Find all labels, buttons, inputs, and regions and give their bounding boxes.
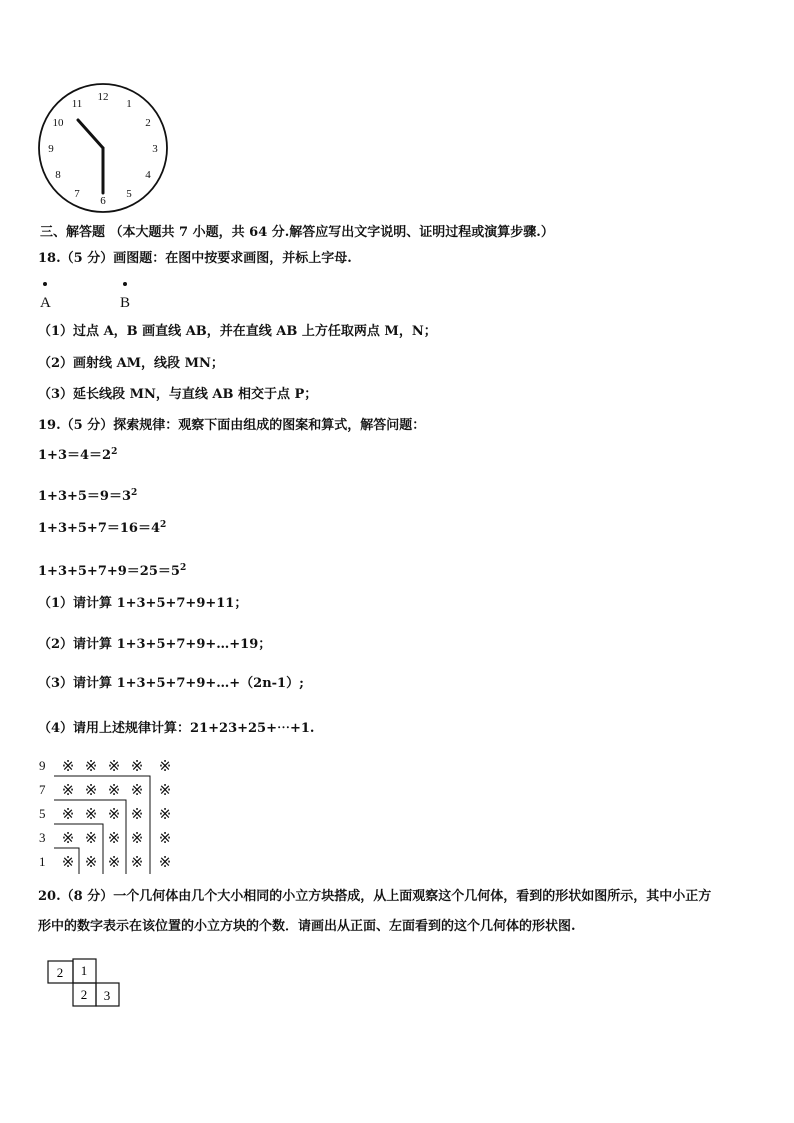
pattern-mark: ※ xyxy=(130,805,144,823)
q20-line-1: 20.（8 分）一个几何体由几个大小相同的小立方块搭成，从上面观察这个几何体，看到的形状如图所示，其中小正方 xyxy=(38,889,712,904)
pattern-mark: ※ xyxy=(107,829,121,847)
q19-equation-1: $1+3=4=2^2$ xyxy=(38,447,118,463)
point-b-dot xyxy=(123,282,127,286)
grid-cell-bottom-left: 2 xyxy=(80,987,88,1002)
q18-item-3: （3）延长线段 MN，与直线 AB 相交于点 P； xyxy=(38,387,318,402)
pattern-mark: ※ xyxy=(158,829,172,847)
q18-item-1: （1）过点 A，B 画直线 AB，并在直线 AB 上方任取两点 M，N； xyxy=(38,324,437,339)
q20-top-view-grid xyxy=(47,958,127,1010)
q19-equation-2: $1+3+5=9=3^2$ xyxy=(38,488,138,504)
pattern-row-label: 7 xyxy=(39,782,46,797)
pattern-row-label: 1 xyxy=(39,854,46,869)
pattern-mark: ※ xyxy=(84,757,98,775)
pattern-mark: ※ xyxy=(84,829,98,847)
q19-equation-4: $1+3+5+7+9=25=5^2$ xyxy=(38,563,187,579)
clock-numeral: 1 xyxy=(126,98,132,110)
point-a-label: A xyxy=(40,295,51,311)
grid-cell-top-right: 1 xyxy=(80,963,88,978)
pattern-mark: ※ xyxy=(107,781,121,799)
pattern-mark: ※ xyxy=(61,853,75,871)
q19-pattern-figure xyxy=(34,756,184,876)
pattern-mark: ※ xyxy=(61,829,75,847)
clock-numeral: 3 xyxy=(152,143,158,155)
clock-numeral: 11 xyxy=(71,98,83,110)
q18-item-2: （2）画射线 AM，线段 MN； xyxy=(38,356,224,371)
pattern-mark: ※ xyxy=(84,805,98,823)
clock-numeral: 8 xyxy=(55,169,61,181)
clock-numeral: 6 xyxy=(100,195,106,207)
q19-item-1: （1）请计算 1+3+5+7+9+11； xyxy=(38,596,248,611)
pattern-mark: ※ xyxy=(107,805,121,823)
pattern-mark: ※ xyxy=(61,805,75,823)
pattern-mark: ※ xyxy=(158,781,172,799)
pattern-mark: ※ xyxy=(130,829,144,847)
clock-numeral: 5 xyxy=(126,188,132,200)
clock-numeral: 12 xyxy=(97,91,109,103)
pattern-mark: ※ xyxy=(107,853,121,871)
q20-line-2: 形中的数字表示在该位置的小立方块的个数．请画出从正面、左面看到的这个几何体的形状图. xyxy=(38,919,576,934)
clock-numeral: 4 xyxy=(145,169,151,181)
pattern-mark: ※ xyxy=(84,853,98,871)
clock-figure xyxy=(30,80,180,215)
pattern-mark: ※ xyxy=(107,757,121,775)
pattern-mark: ※ xyxy=(130,757,144,775)
clock-numeral: 7 xyxy=(74,188,80,200)
clock-numeral: 2 xyxy=(145,117,151,129)
q19-item-3: （3）请计算 1+3+5+7+9+…+（2n-1）; xyxy=(38,676,304,691)
pattern-mark: ※ xyxy=(61,781,75,799)
grid-cell-bottom-right: 3 xyxy=(103,988,111,1003)
pattern-mark: ※ xyxy=(158,853,172,871)
pattern-row-label: 9 xyxy=(39,758,46,773)
pattern-mark: ※ xyxy=(84,781,98,799)
pattern-mark: ※ xyxy=(130,781,144,799)
clock-numeral: 10 xyxy=(52,117,64,129)
clock-numeral: 9 xyxy=(48,143,54,155)
q19-title: 19.（5 分）探索规律：观察下面由组成的图案和算式，解答问题： xyxy=(38,418,426,433)
section-heading: 三、解答题 （本大题共 7 小题，共 64 分.解答应写出文字说明、证明过程或演算步骤.） xyxy=(40,225,554,240)
pattern-row-label: 3 xyxy=(39,830,46,845)
q18-title: 18.（5 分）画图题：在图中按要求画图，并标上字母. xyxy=(38,251,352,266)
grid-cell-top-left: 2 xyxy=(56,965,64,980)
q19-item-2: （2）请计算 1+3+5+7+9+…+19； xyxy=(38,637,272,652)
q19-equation-3: $1+3+5+7=16=4^2$ xyxy=(38,520,167,536)
pattern-mark: ※ xyxy=(158,757,172,775)
pattern-mark: ※ xyxy=(130,853,144,871)
point-a-dot xyxy=(43,282,47,286)
pattern-row-label: 5 xyxy=(39,806,46,821)
pattern-mark: ※ xyxy=(61,757,75,775)
point-b-label: B xyxy=(120,295,131,311)
q19-item-4: （4）请用上述规律计算：21+23+25+⋯+1. xyxy=(38,721,315,736)
pattern-mark: ※ xyxy=(158,805,172,823)
